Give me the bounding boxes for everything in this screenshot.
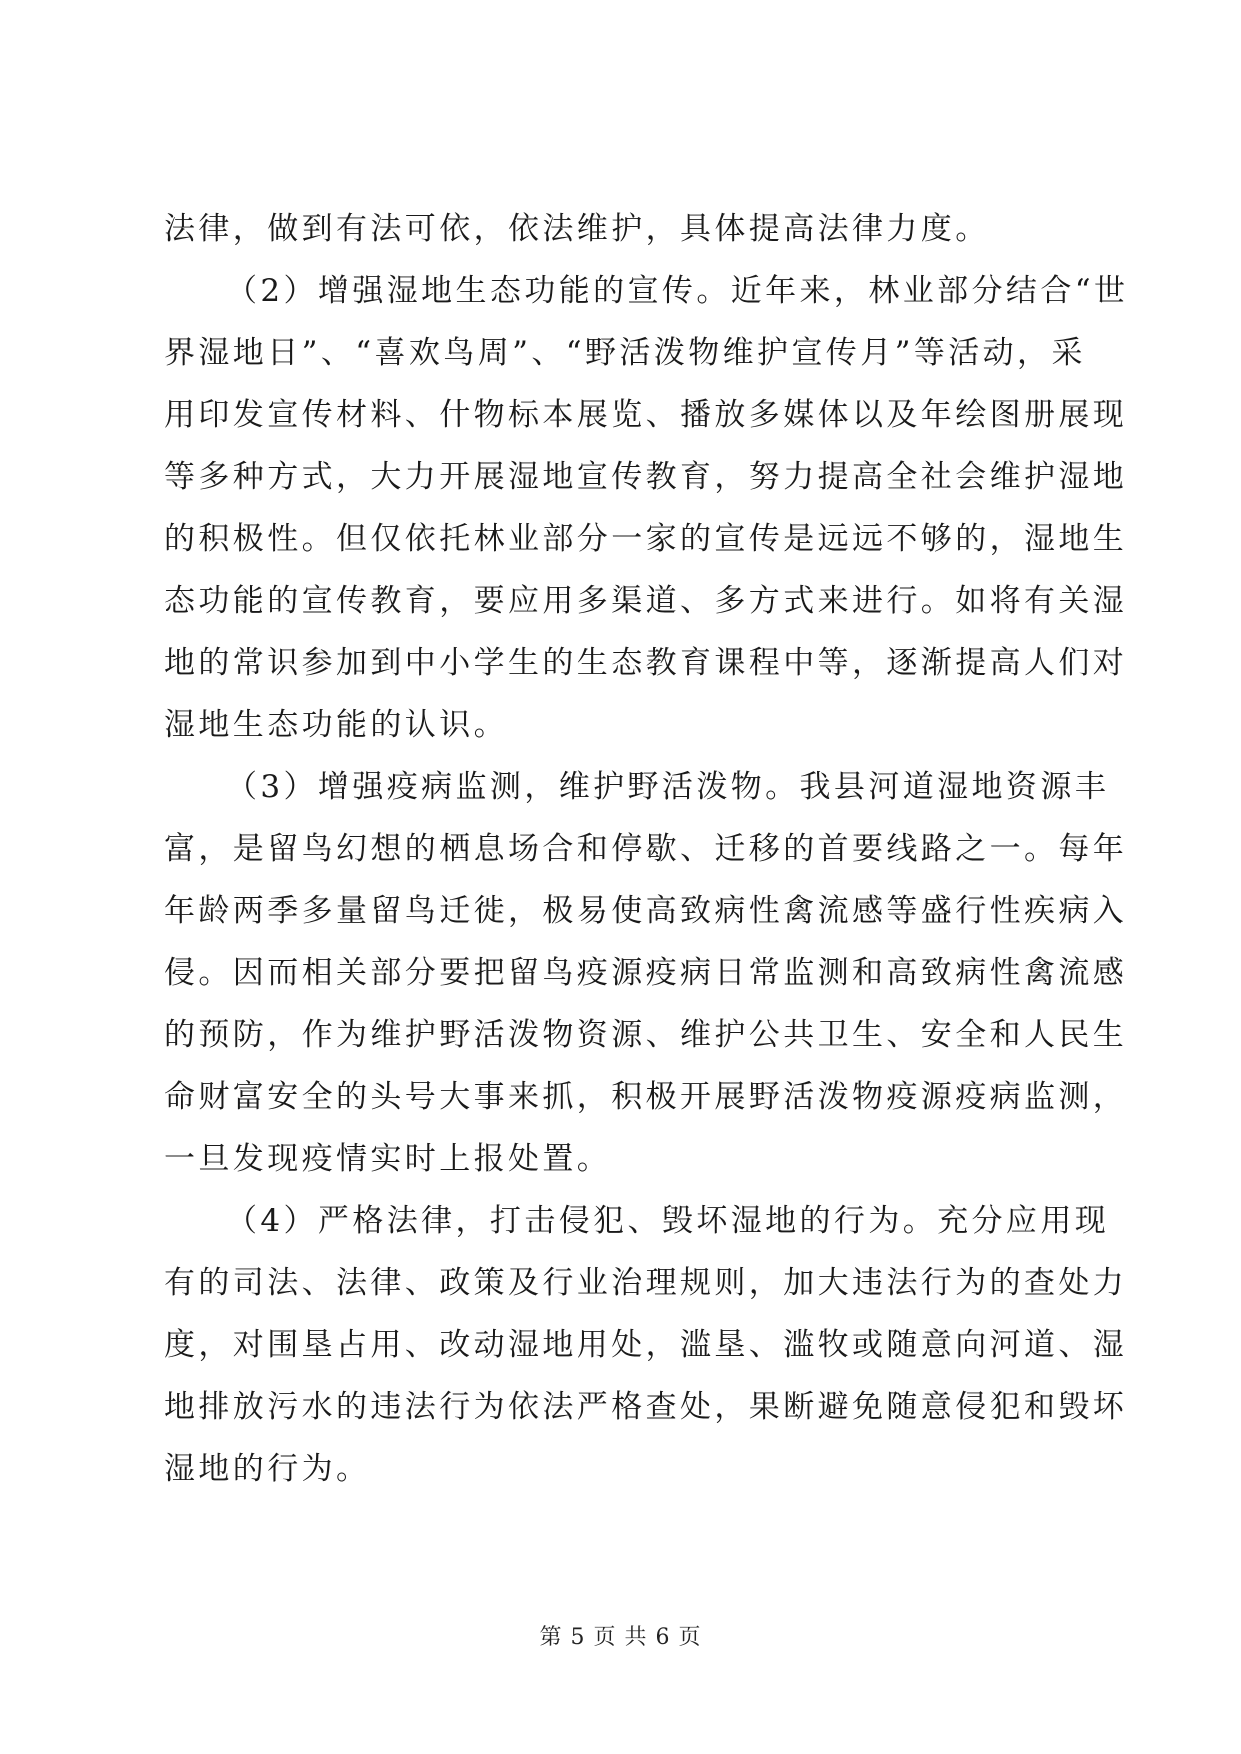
text-line: 等多种方式，大力开展湿地宣传教育，努力提高全社会维护湿地 — [164, 459, 1128, 495]
text-line: 地的常识参加到中小学生的生态教育课程中等，逐渐提高人们对 — [164, 645, 1128, 681]
text-line: 湿地生态功能的认识。 — [164, 707, 508, 743]
page-number-footer: 第 5 页 共 6 页 — [539, 1625, 702, 1650]
text-line: 的预防，作为维护野活泼物资源、维护公共卫生、安全和人民生 — [164, 1017, 1128, 1053]
paragraph-4-start: （4）严格法律，打击侵犯、毁坏湿地的行为。充分应用现 — [226, 1203, 1110, 1239]
text-line: 湿地的行为。 — [164, 1451, 371, 1487]
text-line: 的积极性。但仅依托林业部分一家的宣传是远远不够的，湿地生 — [164, 521, 1128, 557]
paragraph-3-start: （3）增强疫病监测，维护野活泼物。我县河道湿地资源丰 — [226, 769, 1110, 805]
text-line: 地排放污水的违法行为依法严格查处，果断避免随意侵犯和毁坏 — [164, 1389, 1128, 1425]
text-line: 用印发宣传材料、什物标本展览、播放多媒体以及年绘图册展现 — [164, 397, 1128, 433]
text-line: 态功能的宣传教育，要应用多渠道、多方式来进行。如将有关湿 — [164, 583, 1128, 619]
text-line: 有的司法、法律、政策及行业治理规则，加大违法行为的查处力 — [164, 1265, 1128, 1301]
text-line: 侵。因而相关部分要把留鸟疫源疫病日常监测和高致病性禽流感 — [164, 955, 1128, 991]
text-line: 年龄两季多量留鸟迁徙，极易使高致病性禽流感等盛行性疾病入 — [164, 893, 1128, 929]
text-line: 界湿地日”、“喜欢鸟周”、“野活泼物维护宣传月”等活动，采 — [164, 335, 1086, 371]
text-line: 法律，做到有法可依，依法维护，具体提高法律力度。 — [164, 211, 990, 247]
text-line: 命财富安全的头号大事来抓，积极开展野活泼物疫源疫病监测， — [164, 1079, 1128, 1115]
text-line: 富，是留鸟幻想的栖息场合和停歇、迁移的首要线路之一。每年 — [164, 831, 1128, 867]
text-line: 一旦发现疫情实时上报处置。 — [164, 1141, 612, 1177]
text-line: 度，对围垦占用、改动湿地用处，滥垦、滥牧或随意向河道、湿 — [164, 1327, 1128, 1363]
paragraph-2-start: （2）增强湿地生态功能的宣传。近年来，林业部分结合“世 — [226, 273, 1129, 309]
